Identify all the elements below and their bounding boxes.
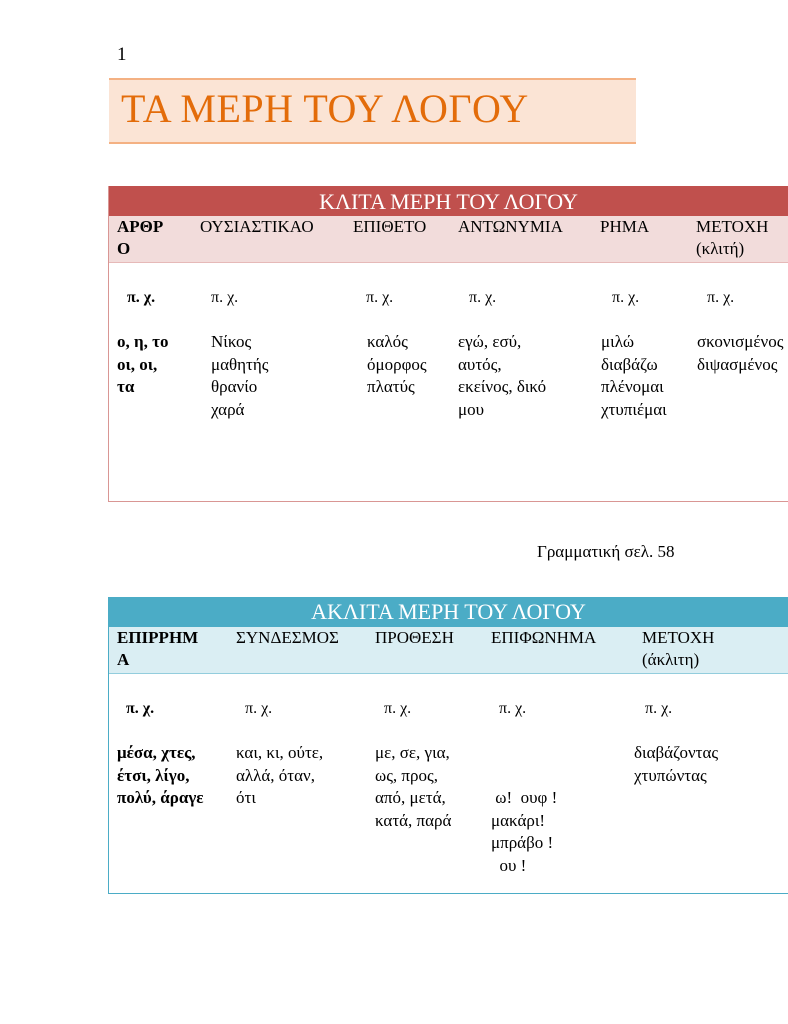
example-label: π. χ.	[127, 289, 156, 306]
column-header-participle-inflected: ΜΕΤΟΧΗ (κλιτή)	[696, 217, 769, 258]
example-label: π. χ.	[612, 289, 640, 306]
interjection-examples: ω! ουφ ! μακάρι! μπράβο ! ου !	[491, 788, 558, 875]
page-number: 1	[117, 44, 127, 65]
example-label: π. χ.	[126, 700, 155, 717]
participle-inflected-examples: σκονισμένος διψασμένος	[697, 332, 784, 374]
page-title: ΤΑ ΜΕΡΗ ΤΟΥ ΛΟΓΟΥ	[121, 86, 529, 131]
example-label: π. χ.	[245, 700, 273, 717]
column-header-interjection: ΕΠΙΦΩΝΗΜΑ	[491, 628, 597, 647]
participle-uninflected-examples: διαβάζοντας χτυπώντας	[634, 743, 719, 785]
inflected-header-row	[109, 216, 788, 263]
uninflected-parts-table	[108, 597, 788, 894]
inflected-parts-table	[108, 186, 788, 502]
example-label: π. χ.	[499, 700, 527, 717]
column-header-article: ΑΡΘΡ Ο	[117, 217, 164, 258]
title-banner	[109, 78, 636, 144]
column-header-adverb: ΕΠΙΡΡΗΜ Α	[117, 628, 199, 669]
adjective-examples: καλός όμορφος πλατύς	[367, 332, 427, 396]
column-header-participle-uninflected: ΜΕΤΟΧΗ (άκλιτη)	[642, 628, 715, 669]
example-label: π. χ.	[707, 289, 735, 306]
conjunction-examples: και, κι, ούτε, αλλά, όταν, ότι	[236, 743, 324, 807]
example-label: π. χ.	[469, 289, 497, 306]
inflected-table-heading: ΚΛΙΤΑ ΜΕΡΗ ΤΟΥ ΛΟΓΟΥ	[109, 186, 788, 216]
column-header-pronoun: ΑΝΤΩΝΥΜΙΑ	[458, 217, 563, 236]
example-label: π. χ.	[645, 700, 673, 717]
preposition-examples: με, σε, για, ως, προς, από, μετά, κατά, παρά	[375, 743, 452, 830]
column-header-preposition: ΠΡΟΘΕΣΗ	[375, 628, 454, 647]
example-label: π. χ.	[384, 700, 412, 717]
column-header-conjunction: ΣΥΝΔΕΣΜΟΣ	[236, 628, 339, 647]
noun-examples: Νίκος μαθητής θρανίο χαρά	[211, 332, 269, 419]
uninflected-header-row	[109, 627, 788, 674]
column-header-verb: ΡΗΜΑ	[600, 217, 650, 236]
column-header-noun: ΟΥΣΙΑΣΤΙΚΑΟ	[200, 217, 314, 236]
example-label: π. χ.	[211, 289, 239, 306]
article-examples: ο, η, το οι, οι, τα	[117, 332, 169, 396]
column-header-adjective: ΕΠΙΘΕΤΟ	[353, 217, 427, 236]
grammar-reference: Γραμματική σελ. 58	[537, 542, 675, 561]
verb-examples: μιλώ διαβάζω πλένομαι χτυπιέμαι	[601, 332, 667, 419]
uninflected-table-heading: ΑΚΛΙΤΑ ΜΕΡΗ ΤΟΥ ΛΟΓΟΥ	[109, 597, 788, 627]
adverb-examples: μέσα, χτες, έτσι, λίγο, πολύ, άραγε	[117, 743, 204, 807]
pronoun-examples: εγώ, εσύ, αυτός, εκείνος, δικό μου	[458, 332, 547, 419]
example-label: π. χ.	[366, 289, 394, 306]
